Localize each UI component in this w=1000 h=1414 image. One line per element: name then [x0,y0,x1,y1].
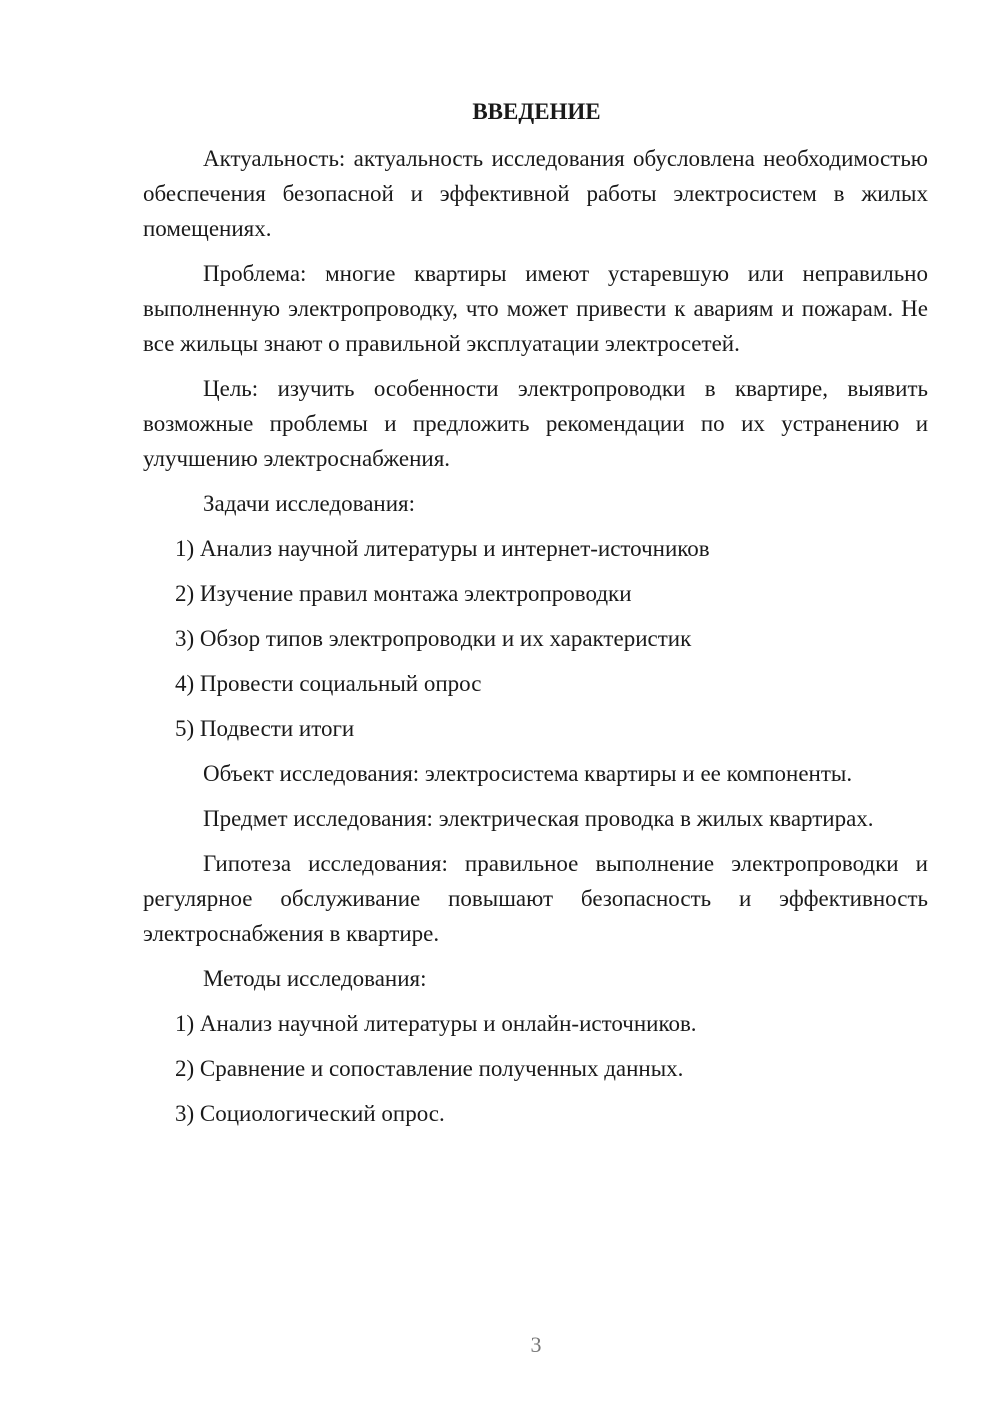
list-item: 2) Изучение правил монтажа электропроводки [175,581,632,606]
page-number: 3 [530,1332,542,1357]
paragraph-hypothesis: Гипотеза исследования: правильное выполнение электропроводки и регулярное обслуживание повышают безопасность и эффективность электроснабжения в квартире. [143,851,928,946]
tasks-list [143,531,928,746]
methods-heading: Методы исследования: [203,966,427,991]
list-item: 4) Провести социальный опрос [175,671,482,696]
list-item: 3) Социологический опрос. [175,1101,445,1126]
paragraph-problem: Проблема: многие квартиры имеют устаревшую или неправильно выполненную электропроводку, что может привести к авариям и пожарам. Не все жильцы знают о правильной эксплуатации электросетей. [143,261,928,356]
tasks-heading: Задачи исследования: [203,491,416,516]
list-item: 3) Обзор типов электропроводки и их характеристик [175,626,692,651]
list-item: 1) Анализ научной литературы и онлайн-источников. [175,1011,697,1036]
list-item: 2) Сравнение и сопоставление полученных данных. [175,1056,684,1081]
list-item: 1) Анализ научной литературы и интернет-источников [175,536,710,561]
paragraph-subject: Предмет исследования: электрическая проводка в жилых квартирах. [203,806,874,831]
methods-list [143,1006,928,1131]
section-title: ВВЕДЕНИЕ [472,99,601,124]
page-content [143,94,928,1141]
paragraph-goal: Цель: изучить особенности электропроводки в квартире, выявить возможные проблемы и предложить рекомендации по их устранению и улучшению электроснабжения. [143,376,928,471]
paragraph-relevance: Актуальность: актуальность исследования обусловлена необходимостью обеспечения безопасной и эффективной работы электросистем в жилых помещениях. [143,146,928,241]
list-item: 5) Подвести итоги [175,716,355,741]
paragraph-object: Объект исследования: электросистема квартиры и ее компоненты. [203,761,853,786]
